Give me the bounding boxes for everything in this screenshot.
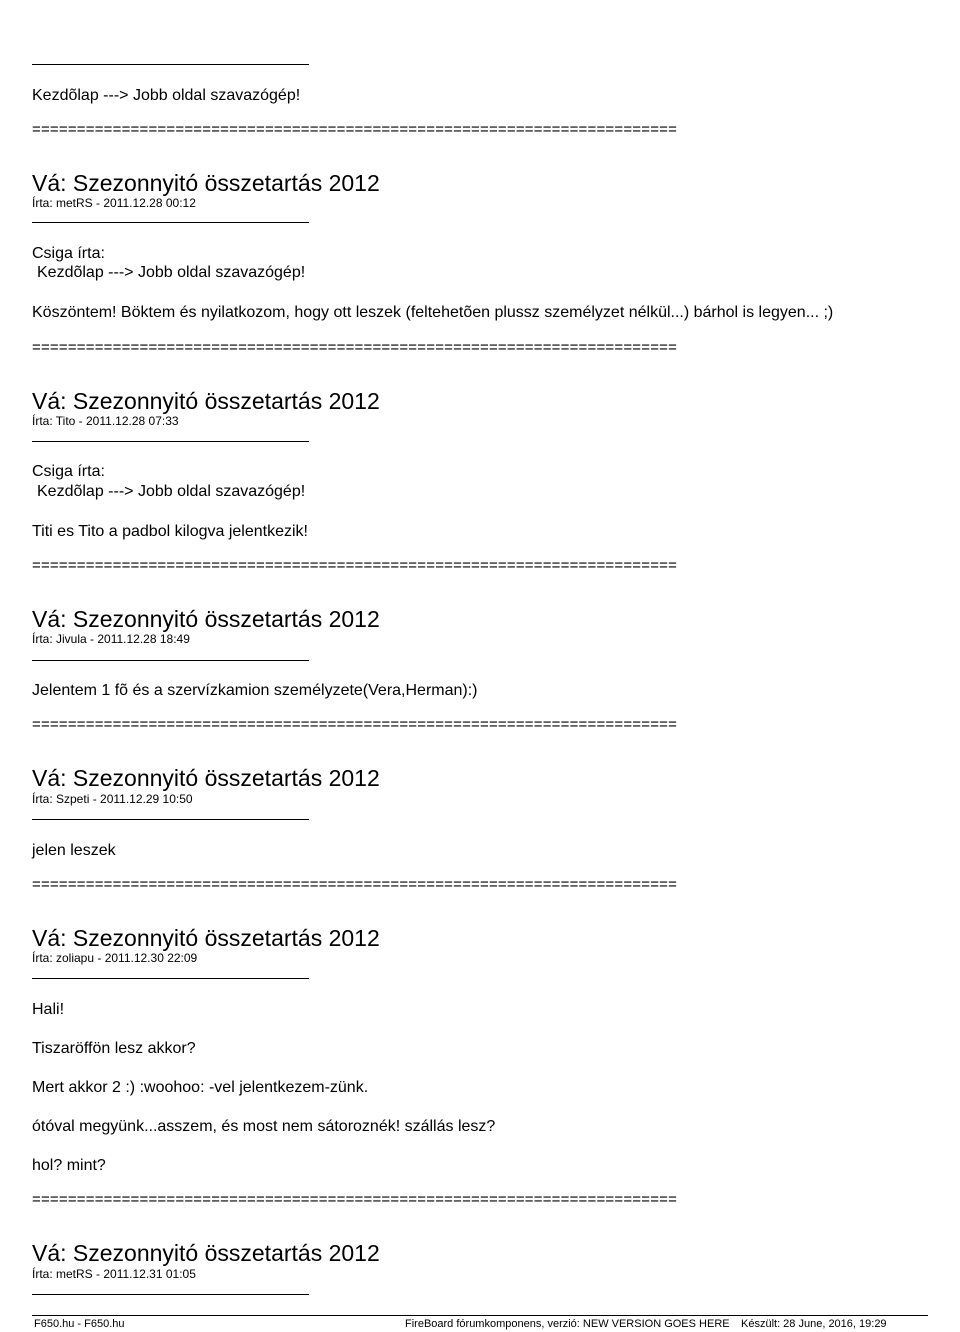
quote-text: Kezdõlap ---> Jobb oldal szavazógép! <box>37 264 306 281</box>
post-meta: Írta: zoliapu - 2011.12.30 22:09 <box>32 951 198 965</box>
separator: ======================================================================== <box>32 121 678 138</box>
post-line: Mert akkor 2 :) :woohoo: -vel jelentkezem-zünk. <box>32 1079 369 1096</box>
quote-label: Csiga írta: <box>32 245 105 262</box>
footer-rule <box>32 1315 928 1316</box>
separator: ======================================================================== <box>32 876 678 893</box>
rule <box>32 64 309 65</box>
post-title: Vá: Szezonnyitó összetartás 2012 <box>32 388 380 414</box>
rule <box>32 819 309 820</box>
post-line: Köszöntem! Böktem és nyilatkozom, hogy ott leszek (feltehetõen plussz személyzet nélkül...) bárhol is legyen... ;) <box>32 304 834 321</box>
footer-generated: Készült: 28 June, 2016, 19:29 <box>741 1318 887 1330</box>
top-link[interactable]: Kezdõlap ---> Jobb oldal szavazógép! <box>32 87 301 104</box>
post-line: Jelentem 1 fõ és a szervízkamion személyzete(Vera,Herman):) <box>32 682 478 699</box>
rule <box>32 222 309 223</box>
quote-label: Csiga írta: <box>32 463 105 480</box>
separator: ======================================================================== <box>32 716 678 733</box>
post-line: Hali! <box>32 1001 65 1018</box>
post-meta: Írta: Tito - 2011.12.28 07:33 <box>32 414 179 428</box>
rule <box>32 441 309 442</box>
post-line: jelen leszek <box>32 842 116 859</box>
post-line: ótóval megyünk...asszem, és most nem sátoroznék! szállás lesz? <box>32 1118 496 1135</box>
separator: ======================================================================== <box>32 1191 678 1208</box>
post-line: Titi es Tito a padbol kilogva jelentkezik! <box>32 523 308 540</box>
footer-component: FireBoard fórumkomponens, verzió: NEW VERSION GOES HERE <box>405 1318 730 1330</box>
separator: ======================================================================== <box>32 339 678 356</box>
post-meta: Írta: Jivula - 2011.12.28 18:49 <box>32 632 190 646</box>
separator: ======================================================================== <box>32 557 678 574</box>
rule <box>32 978 309 979</box>
rule <box>32 1294 309 1295</box>
post-title: Vá: Szezonnyitó összetartás 2012 <box>32 1240 380 1266</box>
post-title: Vá: Szezonnyitó összetartás 2012 <box>32 925 380 951</box>
post-title: Vá: Szezonnyitó összetartás 2012 <box>32 765 380 791</box>
post-line: Tiszaröffön lesz akkor? <box>32 1040 196 1057</box>
post-title: Vá: Szezonnyitó összetartás 2012 <box>32 606 380 632</box>
post-line: hol? mint? <box>32 1157 106 1174</box>
rule <box>32 660 309 661</box>
post-meta: Írta: metRS - 2011.12.31 01:05 <box>32 1267 196 1281</box>
post-title: Vá: Szezonnyitó összetartás 2012 <box>32 170 380 196</box>
post-meta: Írta: Szpeti - 2011.12.29 10:50 <box>32 792 193 806</box>
post-meta: Írta: metRS - 2011.12.28 00:12 <box>32 196 196 210</box>
footer-site: F650.hu - F650.hu <box>34 1318 125 1330</box>
quote-text: Kezdõlap ---> Jobb oldal szavazógép! <box>37 483 306 500</box>
